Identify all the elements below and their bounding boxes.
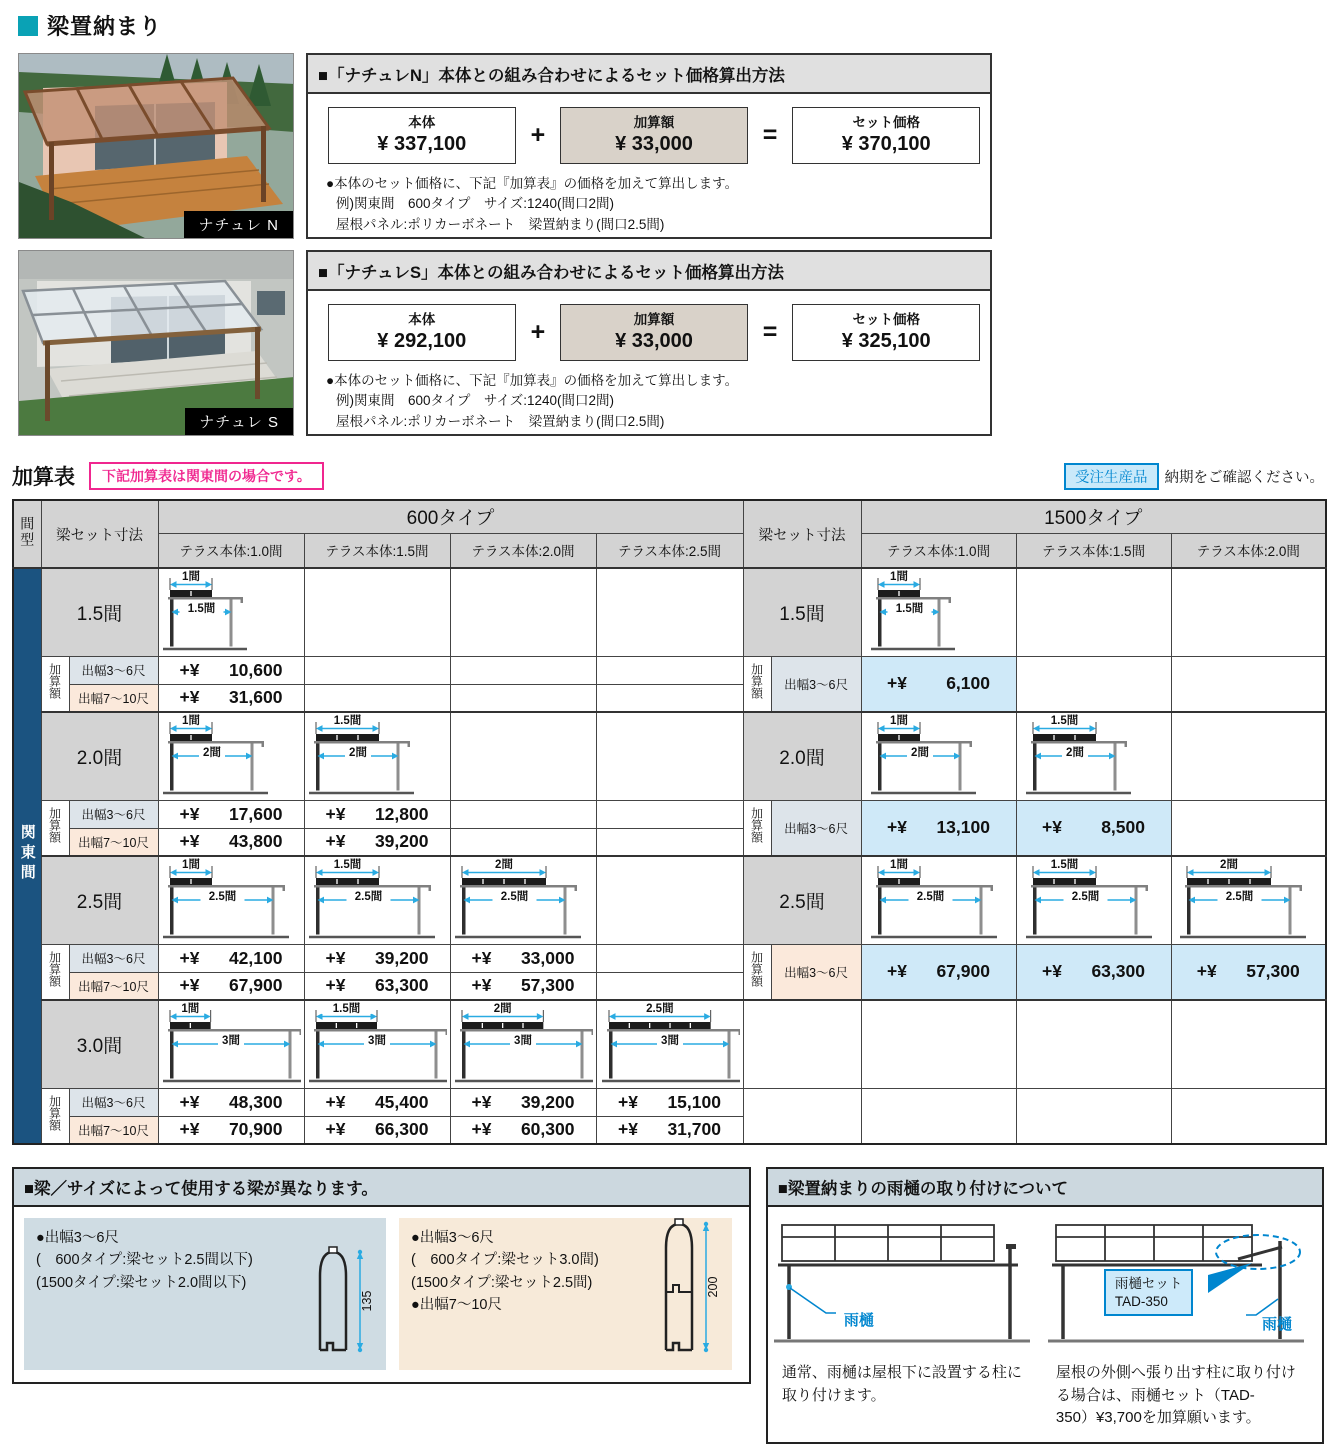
terrace-col-header: テラス本体:2.5間: [596, 533, 743, 568]
svg-text:1.5間: 1.5間: [895, 603, 923, 616]
price-cell: +¥ 39,200: [304, 828, 450, 856]
price-cell: +¥ 70,900: [158, 1116, 304, 1144]
calc-note-line: ●本体のセット価格に、下記『加算表』の価格を加えて算出します。: [326, 373, 739, 388]
depth-7-10-label-cell: 出幅7〜10尺: [69, 1116, 158, 1144]
price-calc-box-nature-s: [306, 250, 992, 436]
diagram-cell-empty: [596, 856, 743, 944]
callout-line: 雨樋セット: [1114, 1276, 1183, 1291]
svg-text:2.5間: 2.5間: [354, 891, 383, 904]
beam-panel-line: ●出幅3〜6尺: [36, 1230, 119, 1246]
beam-set-header-cell: 梁セット寸法: [41, 500, 158, 568]
price-cell: +¥ 57,300: [1171, 944, 1326, 1000]
diagram-cell: [1016, 856, 1171, 944]
gutter-left-caption: 通常、雨樋は屋根下に設置する柱に取り付けます。: [781, 1364, 1022, 1404]
addition-price-box: [560, 304, 748, 361]
beam-panel-line: ( 600タイプ:梁セット2.5間以下): [36, 1252, 253, 1269]
svg-text:1.5間: 1.5間: [333, 859, 362, 872]
svg-text:1間: 1間: [182, 859, 200, 872]
terrace-size-diagram: [453, 857, 593, 943]
gutter-info-header: ■梁置納まりの雨樋の取り付けについて: [768, 1169, 1322, 1207]
svg-text:1.5間: 1.5間: [187, 603, 216, 616]
addition-amount-label-cell: 加算額: [41, 1088, 69, 1144]
beam-panel-line: ( 600タイプ:梁セット3.0間): [411, 1252, 599, 1269]
diagram-cell: [596, 1000, 743, 1088]
diagram-cell: [158, 712, 304, 800]
addition-table-bar: [12, 461, 1324, 491]
diagram-cell: [158, 856, 304, 944]
svg-text:2間: 2間: [1065, 747, 1084, 760]
price-cell: +¥ 33,000: [450, 944, 596, 972]
terrace-size-diagram: [307, 857, 447, 943]
price-cell-empty: [861, 1088, 1016, 1144]
terrace-size-diagram: [869, 857, 1009, 943]
price-cell-empty: [304, 684, 450, 712]
depth-3-6-label-cell: 出幅3〜6尺: [771, 944, 861, 1000]
addition-amount-label-cell: 加算額: [743, 656, 771, 712]
addition-price-table: [12, 499, 1327, 1145]
diagram-cell: [861, 856, 1016, 944]
price-cell: +¥ 60,300: [450, 1116, 596, 1144]
price-cell-empty: [450, 828, 596, 856]
price-cell: +¥ 13,100: [861, 800, 1016, 856]
addition-table-title: 加算表: [12, 466, 75, 489]
set-price-box: [792, 107, 980, 164]
equals-operator: =: [762, 318, 778, 346]
svg-text:1間: 1間: [889, 715, 908, 728]
svg-text:3間: 3間: [368, 1035, 386, 1048]
size-label-cell: 3.0間: [41, 1000, 158, 1088]
svg-text:2間: 2間: [910, 747, 929, 760]
terrace-size-diagram: [869, 713, 1009, 799]
main-price-box: [328, 107, 516, 164]
diagram-cell-empty: [596, 568, 743, 656]
size-label-cell: 1.5間: [41, 568, 158, 656]
svg-text:2.5間: 2.5間: [645, 1003, 674, 1016]
beam-panel-line: ●出幅3〜6尺: [411, 1230, 494, 1246]
svg-text:1.5間: 1.5間: [333, 715, 362, 728]
calc-notes: [308, 366, 990, 432]
svg-text:135: 135: [360, 1290, 374, 1312]
depth-3-6-label-cell: 出幅3〜6尺: [69, 656, 158, 684]
diagram-cell: [1016, 712, 1171, 800]
gutter-label: 雨樋: [1261, 1316, 1292, 1333]
svg-text:1間: 1間: [182, 571, 200, 584]
size-label-cell-empty: [743, 1000, 861, 1088]
size-label-cell: 2.5間: [743, 856, 861, 944]
diagram-cell: [450, 1000, 596, 1088]
addition-amount-label-cell: 加算額: [743, 944, 771, 1000]
depth-3-6-label-cell: 出幅3〜6尺: [771, 656, 861, 712]
label-cell-empty: [743, 1088, 861, 1144]
svg-text:1間: 1間: [181, 1003, 200, 1016]
price-cell: +¥ 45,400: [304, 1088, 450, 1116]
beam-set-header-cell: 梁セット寸法: [743, 500, 861, 568]
svg-text:2間: 2間: [203, 747, 221, 760]
gutter-right-caption: 屋根の外側へ張り出す柱に取り付ける場合は、雨樋セット（TAD-350）¥3,700を加算願います。: [1055, 1364, 1296, 1426]
svg-text:1間: 1間: [889, 571, 908, 584]
made-to-order-badge: 受注生産品: [1064, 463, 1159, 490]
price-cell: +¥ 48,300: [158, 1088, 304, 1116]
price-cell-empty: [1171, 1088, 1326, 1144]
terrace-col-header: テラス本体:1.0間: [158, 533, 304, 568]
terrace-size-diagram: [307, 1001, 447, 1087]
calc-notes: [308, 169, 990, 235]
depth-3-6-label-cell: 出幅3〜6尺: [771, 800, 861, 856]
delivery-note: 納期をご確認ください。: [1164, 469, 1324, 486]
terrace-size-diagram: [600, 1001, 740, 1087]
addition-price-value: ¥ 33,000: [615, 132, 693, 155]
calc-note-line: 例)関東間 600タイプ サイズ:1240(間口2間): [336, 393, 615, 409]
diagram-cell: [304, 856, 450, 944]
price-cell-empty: [596, 800, 743, 828]
page-title: 梁置納まり: [47, 14, 163, 39]
price-cell: +¥ 39,200: [450, 1088, 596, 1116]
svg-text:2.5間: 2.5間: [916, 891, 944, 904]
diagram-cell-empty: [1171, 568, 1326, 656]
svg-text:2.5間: 2.5間: [208, 891, 237, 904]
gutter-diagram-right: [1048, 1217, 1316, 1430]
gutter-label: 雨樋: [843, 1312, 874, 1329]
calc-note-line: 例)関東間 600タイプ サイズ:1240(間口2間): [336, 196, 615, 212]
diagram-cell-empty: [1171, 1000, 1326, 1088]
addition-amount-label-cell: 加算額: [41, 944, 69, 1000]
terrace-col-header: テラス本体:2.0間: [1171, 533, 1326, 568]
beam-profile-135-diagram: [312, 1242, 376, 1364]
beam-profile-200-diagram: [658, 1216, 722, 1364]
main-price-label: 本体: [408, 115, 436, 131]
product-photo-nature-s: [18, 250, 294, 436]
price-cell-empty: [596, 656, 743, 684]
terrace-size-diagram: [1024, 713, 1164, 799]
corner-header-cell: 間型: [13, 500, 41, 568]
price-cell-empty: [450, 684, 596, 712]
addition-price-label: 加算額: [633, 115, 675, 131]
svg-text:1.5間: 1.5間: [1050, 715, 1078, 728]
plus-operator: +: [530, 121, 546, 149]
price-cell: +¥ 10,600: [158, 656, 304, 684]
price-cell: +¥ 63,300: [304, 972, 450, 1000]
set-price-label: セット価格: [852, 115, 920, 131]
svg-text:2.5間: 2.5間: [1071, 891, 1099, 904]
terrace-size-diagram: [161, 1001, 301, 1087]
main-price-value: ¥ 292,100: [377, 329, 467, 352]
gutter-info-content: [768, 1207, 1322, 1442]
region-label-cell: 関東間: [13, 568, 41, 1144]
page-title-row: [18, 10, 1324, 41]
svg-text:1間: 1間: [889, 859, 908, 872]
photo-label-nature-s: ナチュレ S: [185, 408, 293, 435]
diagram-cell: [158, 568, 304, 656]
diagram-cell: [1171, 856, 1326, 944]
price-cell-empty: [450, 800, 596, 828]
product-photo-nature-n: [18, 53, 294, 239]
diagram-cell: [450, 856, 596, 944]
kanto-note-box: 下記加算表は関東間の場合です。: [89, 462, 324, 490]
price-cell-empty: [304, 656, 450, 684]
gutter-diagram-left: [774, 1217, 1042, 1430]
price-cell: +¥ 17,600: [158, 800, 304, 828]
addition-price-value: ¥ 33,000: [615, 329, 693, 352]
set-price-label: セット価格: [852, 312, 920, 328]
depth-3-6-label-cell: 出幅3〜6尺: [69, 944, 158, 972]
diagram-cell: [304, 1000, 450, 1088]
diagram-cell-empty: [1016, 1000, 1171, 1088]
calc-note-line: ●本体のセット価格に、下記『加算表』の価格を加えて算出します。: [326, 176, 739, 191]
diagram-cell: [304, 712, 450, 800]
price-cell: +¥ 31,600: [158, 684, 304, 712]
price-cell: +¥ 42,100: [158, 944, 304, 972]
addition-amount-label-cell: 加算額: [743, 800, 771, 856]
terrace-col-header: テラス本体:1.5間: [1016, 533, 1171, 568]
main-price-box: [328, 304, 516, 361]
diagram-cell-empty: [1016, 568, 1171, 656]
price-calc-box-nature-n: [306, 53, 992, 239]
size-label-cell: 2.0間: [41, 712, 158, 800]
diagram-cell: [861, 712, 1016, 800]
beam-panel-line: (1500タイプ:梁セット2.5間): [411, 1274, 593, 1291]
terrace-size-diagram: [161, 857, 301, 943]
price-cell: +¥ 57,300: [450, 972, 596, 1000]
terrace-size-diagram: [1024, 857, 1164, 943]
main-price-value: ¥ 337,100: [377, 132, 467, 155]
diagram-cell-empty: [861, 1000, 1016, 1088]
svg-text:1.5間: 1.5間: [1050, 859, 1078, 872]
calc-note-line: 屋根パネル:ポリカーボネート 梁置納まり(間口2.5間): [336, 216, 665, 232]
price-cell-empty: [596, 972, 743, 1000]
price-cell-empty: [1171, 800, 1326, 856]
beam-panel-small: [24, 1218, 386, 1370]
price-cell: +¥ 63,300: [1016, 944, 1171, 1000]
terrace-size-diagram: [161, 713, 301, 799]
diagram-cell: [861, 568, 1016, 656]
price-cell-empty: [1016, 656, 1171, 712]
depth-7-10-label-cell: 出幅7〜10尺: [69, 972, 158, 1000]
addition-amount-label-cell: 加算額: [41, 656, 69, 712]
price-cell: +¥ 15,100: [596, 1088, 743, 1116]
price-cell-empty: [1171, 656, 1326, 712]
size-label-cell: 1.5間: [743, 568, 861, 656]
svg-text:2.5間: 2.5間: [1226, 891, 1254, 904]
svg-text:2間: 2間: [1220, 859, 1239, 872]
callout-line: TAD-350: [1114, 1293, 1168, 1309]
order-production-note: [1064, 463, 1324, 490]
depth-3-6-label-cell: 出幅3〜6尺: [69, 1088, 158, 1116]
type-1500-header-cell: 1500タイプ: [861, 500, 1326, 533]
price-cell: +¥ 43,800: [158, 828, 304, 856]
addition-price-box: [560, 107, 748, 164]
calc-note-line: 屋根パネル:ポリカーボネート 梁置納まり(間口2.5間): [336, 413, 665, 429]
price-cell: +¥ 6,100: [861, 656, 1016, 712]
svg-text:2間: 2間: [349, 747, 367, 760]
terrace-size-diagram: [453, 1001, 593, 1087]
svg-text:3間: 3間: [514, 1035, 532, 1048]
product-photos: [18, 53, 294, 436]
size-label-cell: 2.5間: [41, 856, 158, 944]
svg-text:2間: 2間: [495, 859, 513, 872]
addition-amount-label-cell: 加算額: [41, 800, 69, 856]
beam-panel-line: ●出幅7〜10尺: [411, 1297, 502, 1314]
diagram-cell-empty: [304, 568, 450, 656]
diagram-cell-empty: [596, 712, 743, 800]
svg-text:3間: 3間: [222, 1035, 240, 1048]
set-price-value: ¥ 370,100: [841, 132, 931, 155]
size-label-cell: 2.0間: [743, 712, 861, 800]
type-600-header-cell: 600タイプ: [158, 500, 743, 533]
price-cell-empty: [596, 684, 743, 712]
price-formula: [308, 291, 990, 366]
bottom-section: [12, 1167, 1324, 1444]
svg-text:1間: 1間: [182, 715, 200, 728]
depth-7-10-label-cell: 出幅7〜10尺: [69, 684, 158, 712]
diagram-cell: [158, 1000, 304, 1088]
svg-text:1.5間: 1.5間: [332, 1003, 361, 1016]
calc-box-header: ■「ナチュレN」本体との組み合わせによるセット価格算出方法: [308, 55, 990, 94]
terrace-size-diagram: [161, 569, 301, 655]
price-cell: +¥ 8,500: [1016, 800, 1171, 856]
price-cell-empty: [450, 656, 596, 684]
price-cell: +¥ 39,200: [304, 944, 450, 972]
beam-info-content: [14, 1207, 749, 1382]
set-price-value: ¥ 325,100: [841, 329, 931, 352]
equals-operator: =: [762, 121, 778, 149]
terrace-col-header: テラス本体:2.0間: [450, 533, 596, 568]
beam-panel-line: (1500タイプ:梁セット2.0間以下): [36, 1274, 247, 1291]
terrace-size-diagram: [1178, 857, 1318, 943]
terrace-size-diagram: [307, 713, 447, 799]
plus-operator: +: [530, 318, 546, 346]
gutter-info-box: [766, 1167, 1324, 1444]
price-cell: +¥ 67,900: [861, 944, 1016, 1000]
price-cell-empty: [1016, 1088, 1171, 1144]
diagram-cell-empty: [450, 712, 596, 800]
price-cell-empty: [596, 944, 743, 972]
addition-price-label: 加算額: [633, 312, 675, 328]
svg-text:2間: 2間: [493, 1003, 512, 1016]
beam-info-box: [12, 1167, 751, 1384]
price-cell: +¥ 66,300: [304, 1116, 450, 1144]
teal-square-icon: [18, 16, 38, 36]
beam-info-header: ■梁／サイズによって使用する梁が異なります。: [14, 1169, 749, 1207]
price-cell: +¥ 31,700: [596, 1116, 743, 1144]
depth-7-10-label-cell: 出幅7〜10尺: [69, 828, 158, 856]
set-price-box: [792, 304, 980, 361]
price-formula: [308, 94, 990, 169]
price-cell-empty: [596, 828, 743, 856]
svg-text:3間: 3間: [660, 1035, 679, 1048]
terrace-col-header: テラス本体:1.0間: [861, 533, 1016, 568]
price-calc-boxes: [306, 53, 992, 436]
price-cell: +¥ 67,900: [158, 972, 304, 1000]
terrace-size-diagram: [869, 569, 1009, 655]
svg-text:2.5間: 2.5間: [500, 891, 529, 904]
diagram-cell-empty: [1171, 712, 1326, 800]
calc-box-header: ■「ナチュレS」本体との組み合わせによるセット価格算出方法: [308, 252, 990, 291]
svg-text:200: 200: [706, 1276, 720, 1298]
diagram-cell-empty: [450, 568, 596, 656]
main-price-label: 本体: [408, 312, 436, 328]
photo-label-nature-n: ナチュレ N: [184, 211, 293, 238]
beam-panel-large: [399, 1218, 732, 1370]
terrace-col-header: テラス本体:1.5間: [304, 533, 450, 568]
price-cell: +¥ 12,800: [304, 800, 450, 828]
gutter-standard-diagram: [774, 1217, 1042, 1351]
top-section: [18, 53, 1324, 436]
gutter-set-callout: [1104, 1269, 1194, 1316]
depth-3-6-label-cell: 出幅3〜6尺: [69, 800, 158, 828]
